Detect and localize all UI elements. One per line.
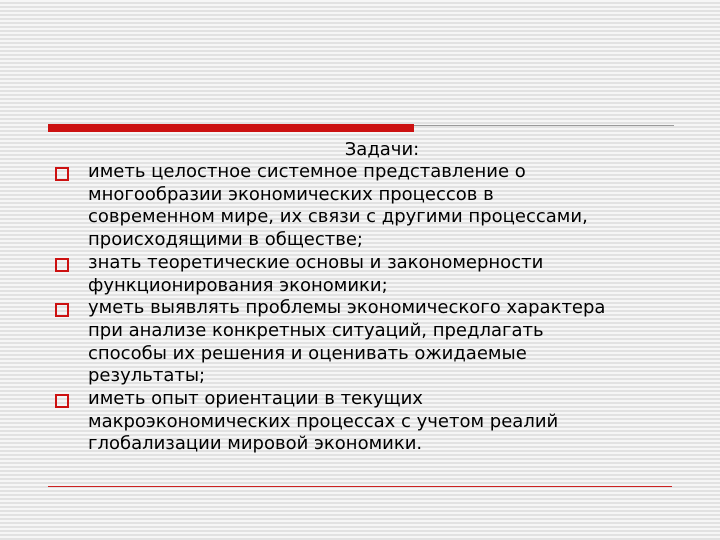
top-accent-bar (48, 124, 414, 132)
task-line: результаты; (88, 365, 206, 387)
task-line: уметь выявлять проблемы экономического характера (88, 297, 606, 319)
task-line: иметь целостное системное представление о (88, 161, 526, 182)
task-line: функционирования экономики; (88, 274, 388, 296)
task-item (52, 252, 672, 297)
task-line: способы их решения и оценивать ожидаемые (88, 342, 527, 364)
task-line: происходящими в обществе; (88, 229, 363, 251)
bottom-divider-line (48, 486, 672, 487)
task-item (52, 388, 672, 456)
task-line: макроэкономических процессах с учетом реалий (88, 410, 559, 432)
task-line: при анализе конкретных ситуаций, предлагать (88, 319, 544, 341)
hollow-square-bullet-icon (55, 303, 69, 317)
task-line: современном мире, их связи с другими процессами, (88, 206, 588, 228)
task-line: многообразии экономических процессов в (88, 183, 494, 205)
hollow-square-bullet-icon (55, 167, 69, 181)
task-item (52, 297, 672, 388)
task-list (52, 161, 672, 456)
hollow-square-bullet-icon (55, 394, 69, 408)
slide-content (52, 138, 672, 456)
task-item (52, 161, 672, 252)
task-line: знать теоретические основы и закономерности (88, 251, 544, 273)
task-line: глобализации мировой экономики. (88, 433, 423, 455)
slide-heading: Задачи: (344, 139, 420, 160)
hollow-square-bullet-icon (55, 258, 69, 272)
task-line: иметь опыт ориентации в текущих (88, 388, 423, 410)
